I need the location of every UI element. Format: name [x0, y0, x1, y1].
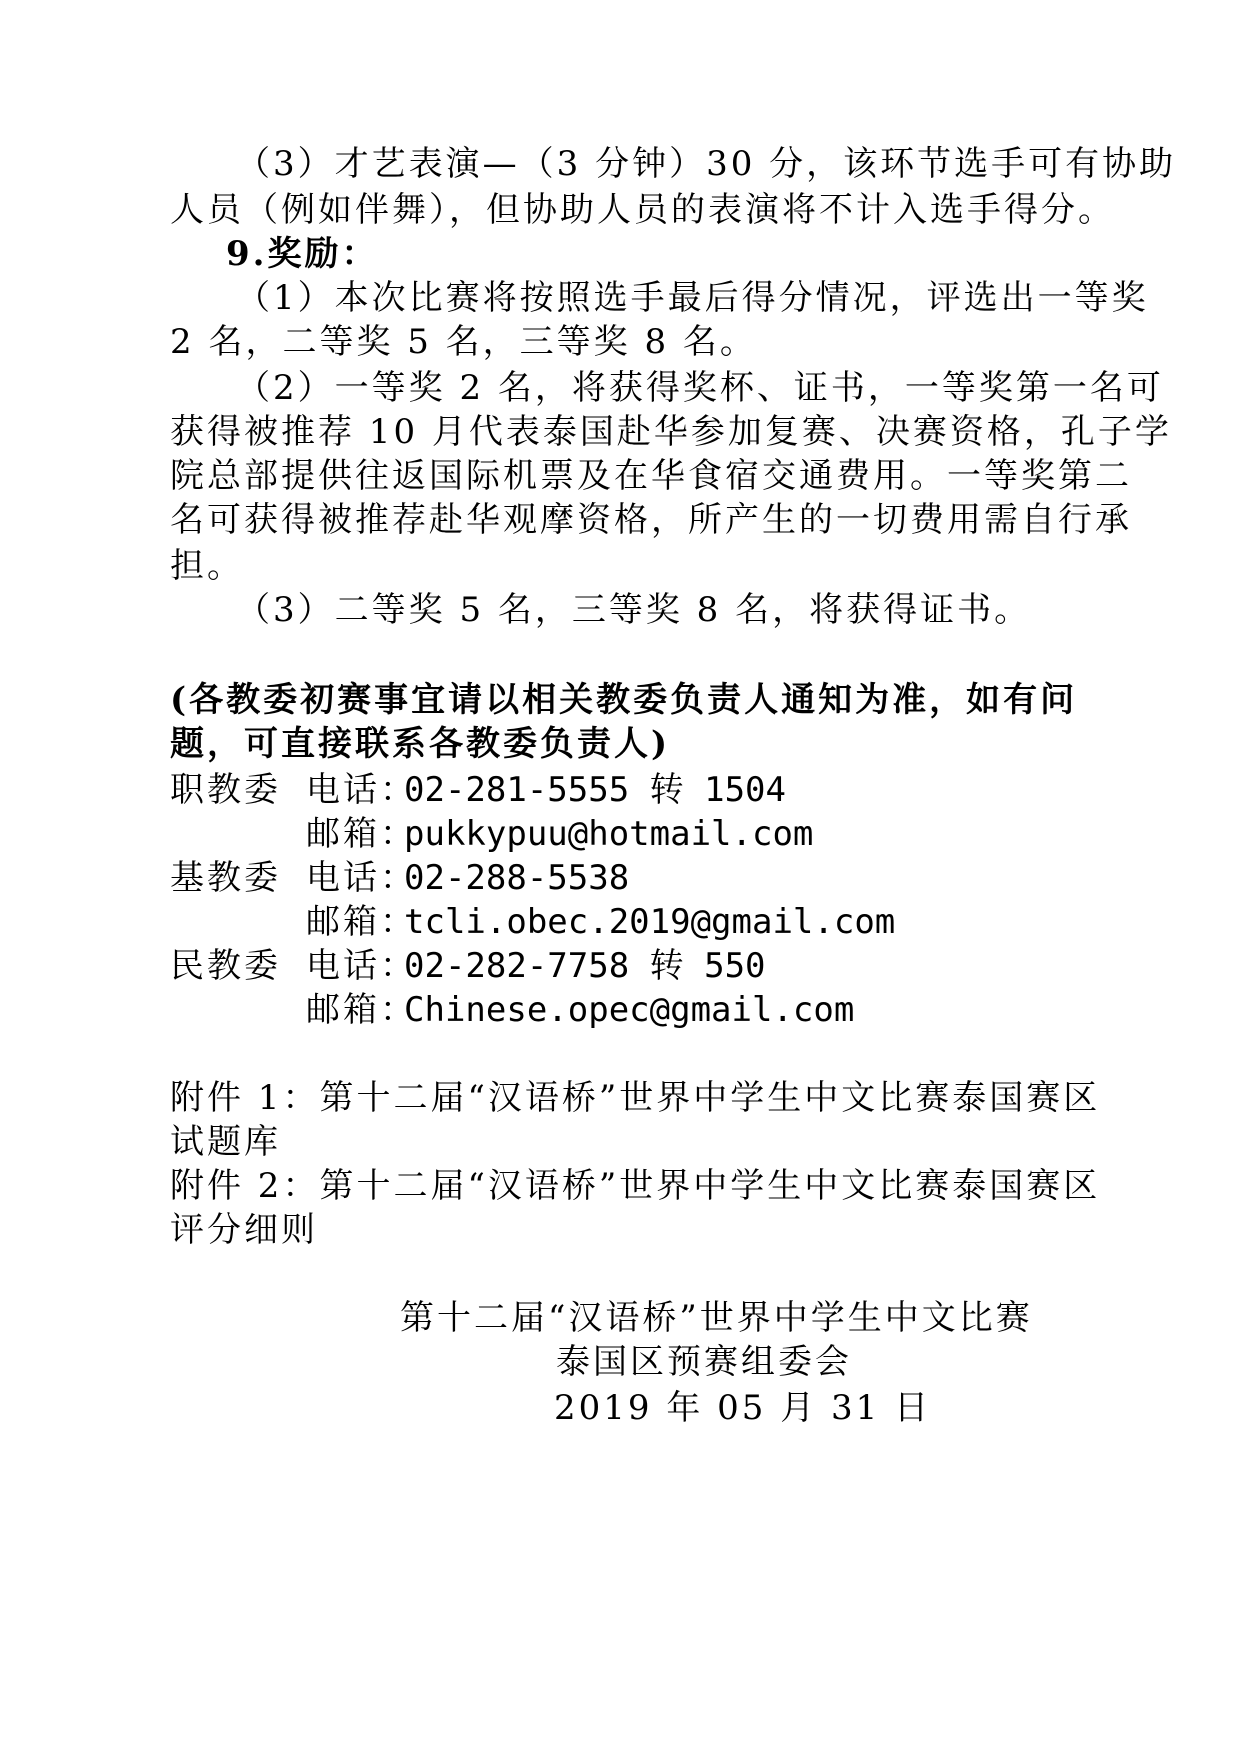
attachment-1-line-1: 附件 1：第十二届“汉语桥”世界中学生中文比赛泰国赛区 — [170, 1078, 1101, 1118]
awards-item-2-line-5: 担。 — [170, 546, 244, 586]
awards-item-2-line-3: 院总部提供往返国际机票及在华食宿交通费用。一等奖第二 — [170, 456, 1132, 496]
awards-item-2-line-1: （2）一等奖 2 名，将获得奖杯、证书，一等奖第一名可 — [236, 368, 1164, 408]
email-label: 邮箱： — [306, 902, 417, 942]
signature-date: 2019 年 05 月 31 日 — [554, 1388, 932, 1428]
talent-line-2: 人员（例如伴舞），但协助人员的表演将不计入选手得分。 — [170, 190, 1115, 230]
contact-vocational-phone: 02-281-5555 转 1504 — [404, 770, 786, 810]
awards-item-1-line-2: 2 名，二等奖 5 名，三等奖 8 名。 — [170, 322, 757, 362]
phone-label: 电话： — [306, 770, 417, 810]
phone-label: 电话： — [306, 946, 417, 986]
email-label: 邮箱： — [306, 990, 417, 1030]
contact-private-phone: 02-282-7758 转 550 — [404, 946, 766, 986]
signature-line-2: 泰国区预赛组委会 — [556, 1342, 852, 1382]
signature-line-1: 第十二届“汉语桥”世界中学生中文比赛 — [400, 1298, 1033, 1338]
contact-private-email[interactable]: Chinese.opec@gmail.com — [404, 990, 855, 1030]
awards-heading: 9.奖励： — [226, 234, 379, 274]
contact-basic-phone: 02-288-5538 — [404, 858, 630, 898]
attachment-1-line-2: 试题库 — [170, 1122, 281, 1162]
awards-item-3: （3）二等奖 5 名，三等奖 8 名，将获得证书。 — [236, 590, 1032, 630]
awards-item-1-line-1: （1）本次比赛将按照选手最后得分情况，评选出一等奖 — [236, 278, 1149, 318]
notice-line-1: (各教委初赛事宜请以相关教委负责人通知为准，如有问 — [170, 680, 1078, 720]
awards-item-2-line-4: 名可获得被推荐赴华观摩资格，所产生的一切费用需自行承 — [170, 500, 1132, 540]
contact-basic-email[interactable]: tcli.obec.2019@gmail.com — [404, 902, 896, 942]
contact-vocational-org: 职教委 — [170, 770, 281, 810]
contact-vocational-email[interactable]: pukkypuu@hotmail.com — [404, 814, 814, 854]
email-label: 邮箱： — [306, 814, 417, 854]
attachment-2-line-1: 附件 2：第十二届“汉语桥”世界中学生中文比赛泰国赛区 — [170, 1166, 1101, 1206]
notice-line-2: 题，可直接联系各教委负责人) — [170, 724, 671, 764]
contact-private-org: 民教委 — [170, 946, 281, 986]
attachment-2-line-2: 评分细则 — [170, 1210, 318, 1250]
phone-label: 电话： — [306, 858, 417, 898]
talent-line-1: （3）才艺表演—（3 分钟）30 分，该环节选手可有协助 — [236, 144, 1177, 184]
awards-item-2-line-2: 获得被推荐 10 月代表泰国赴华参加复赛、决赛资格，孔子学 — [170, 412, 1172, 452]
contact-basic-org: 基教委 — [170, 858, 281, 898]
